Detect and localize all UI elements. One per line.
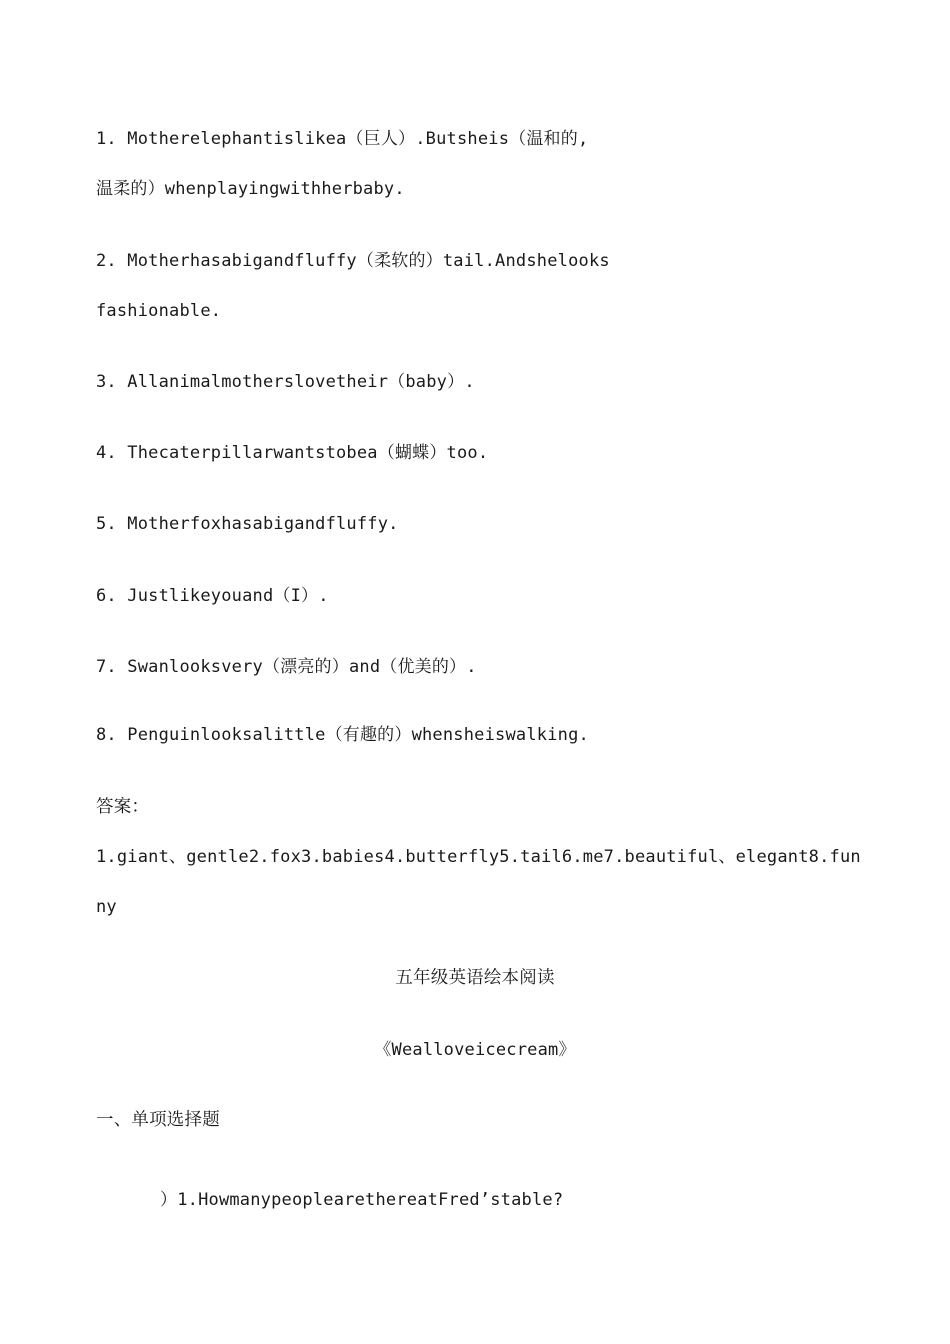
part-heading: 一、单项选择题	[96, 1110, 220, 1130]
question-5: 5. Motherfoxhasabigandfluffy.	[96, 514, 399, 534]
question-7: 7. Swanlooksvery（漂亮的）and（优美的）.	[96, 657, 477, 677]
section-title: 五年级英语绘本阅读	[395, 968, 555, 988]
question-8: 8. Penguinlooksalittle（有趣的）whensheiswalking.	[96, 725, 589, 745]
choice-question-1: ）1.HowmanypeoplearethereatFred’stable?	[160, 1190, 564, 1210]
book-title: 《Wealloveicecream》	[374, 1040, 576, 1060]
question-2-line-2: fashionable.	[96, 301, 222, 321]
question-1-line-2: 温柔的）whenplayingwithherbaby.	[96, 179, 405, 199]
question-1-line-1: 1. Motherelephantislikea（巨人）.Butsheis（温和的,	[96, 129, 589, 149]
question-3: 3. Allanimalmotherslovetheir（baby）.	[96, 372, 475, 392]
answers-heading: 答案：	[96, 797, 150, 817]
answers-line-2: ny	[96, 897, 117, 917]
question-6: 6. Justlikeyouand（I）.	[96, 586, 329, 606]
answers-line-1: 1.giant、gentle2.fox3.babies4.butterfly5.tail6.me7.beautiful、elegant8.fun	[96, 847, 861, 867]
question-4: 4. Thecaterpillarwantstobea（蝴蝶）too.	[96, 443, 489, 463]
question-2-line-1: 2. Motherhasabigandfluffy（柔软的）tail.Andshelooks	[96, 251, 610, 271]
